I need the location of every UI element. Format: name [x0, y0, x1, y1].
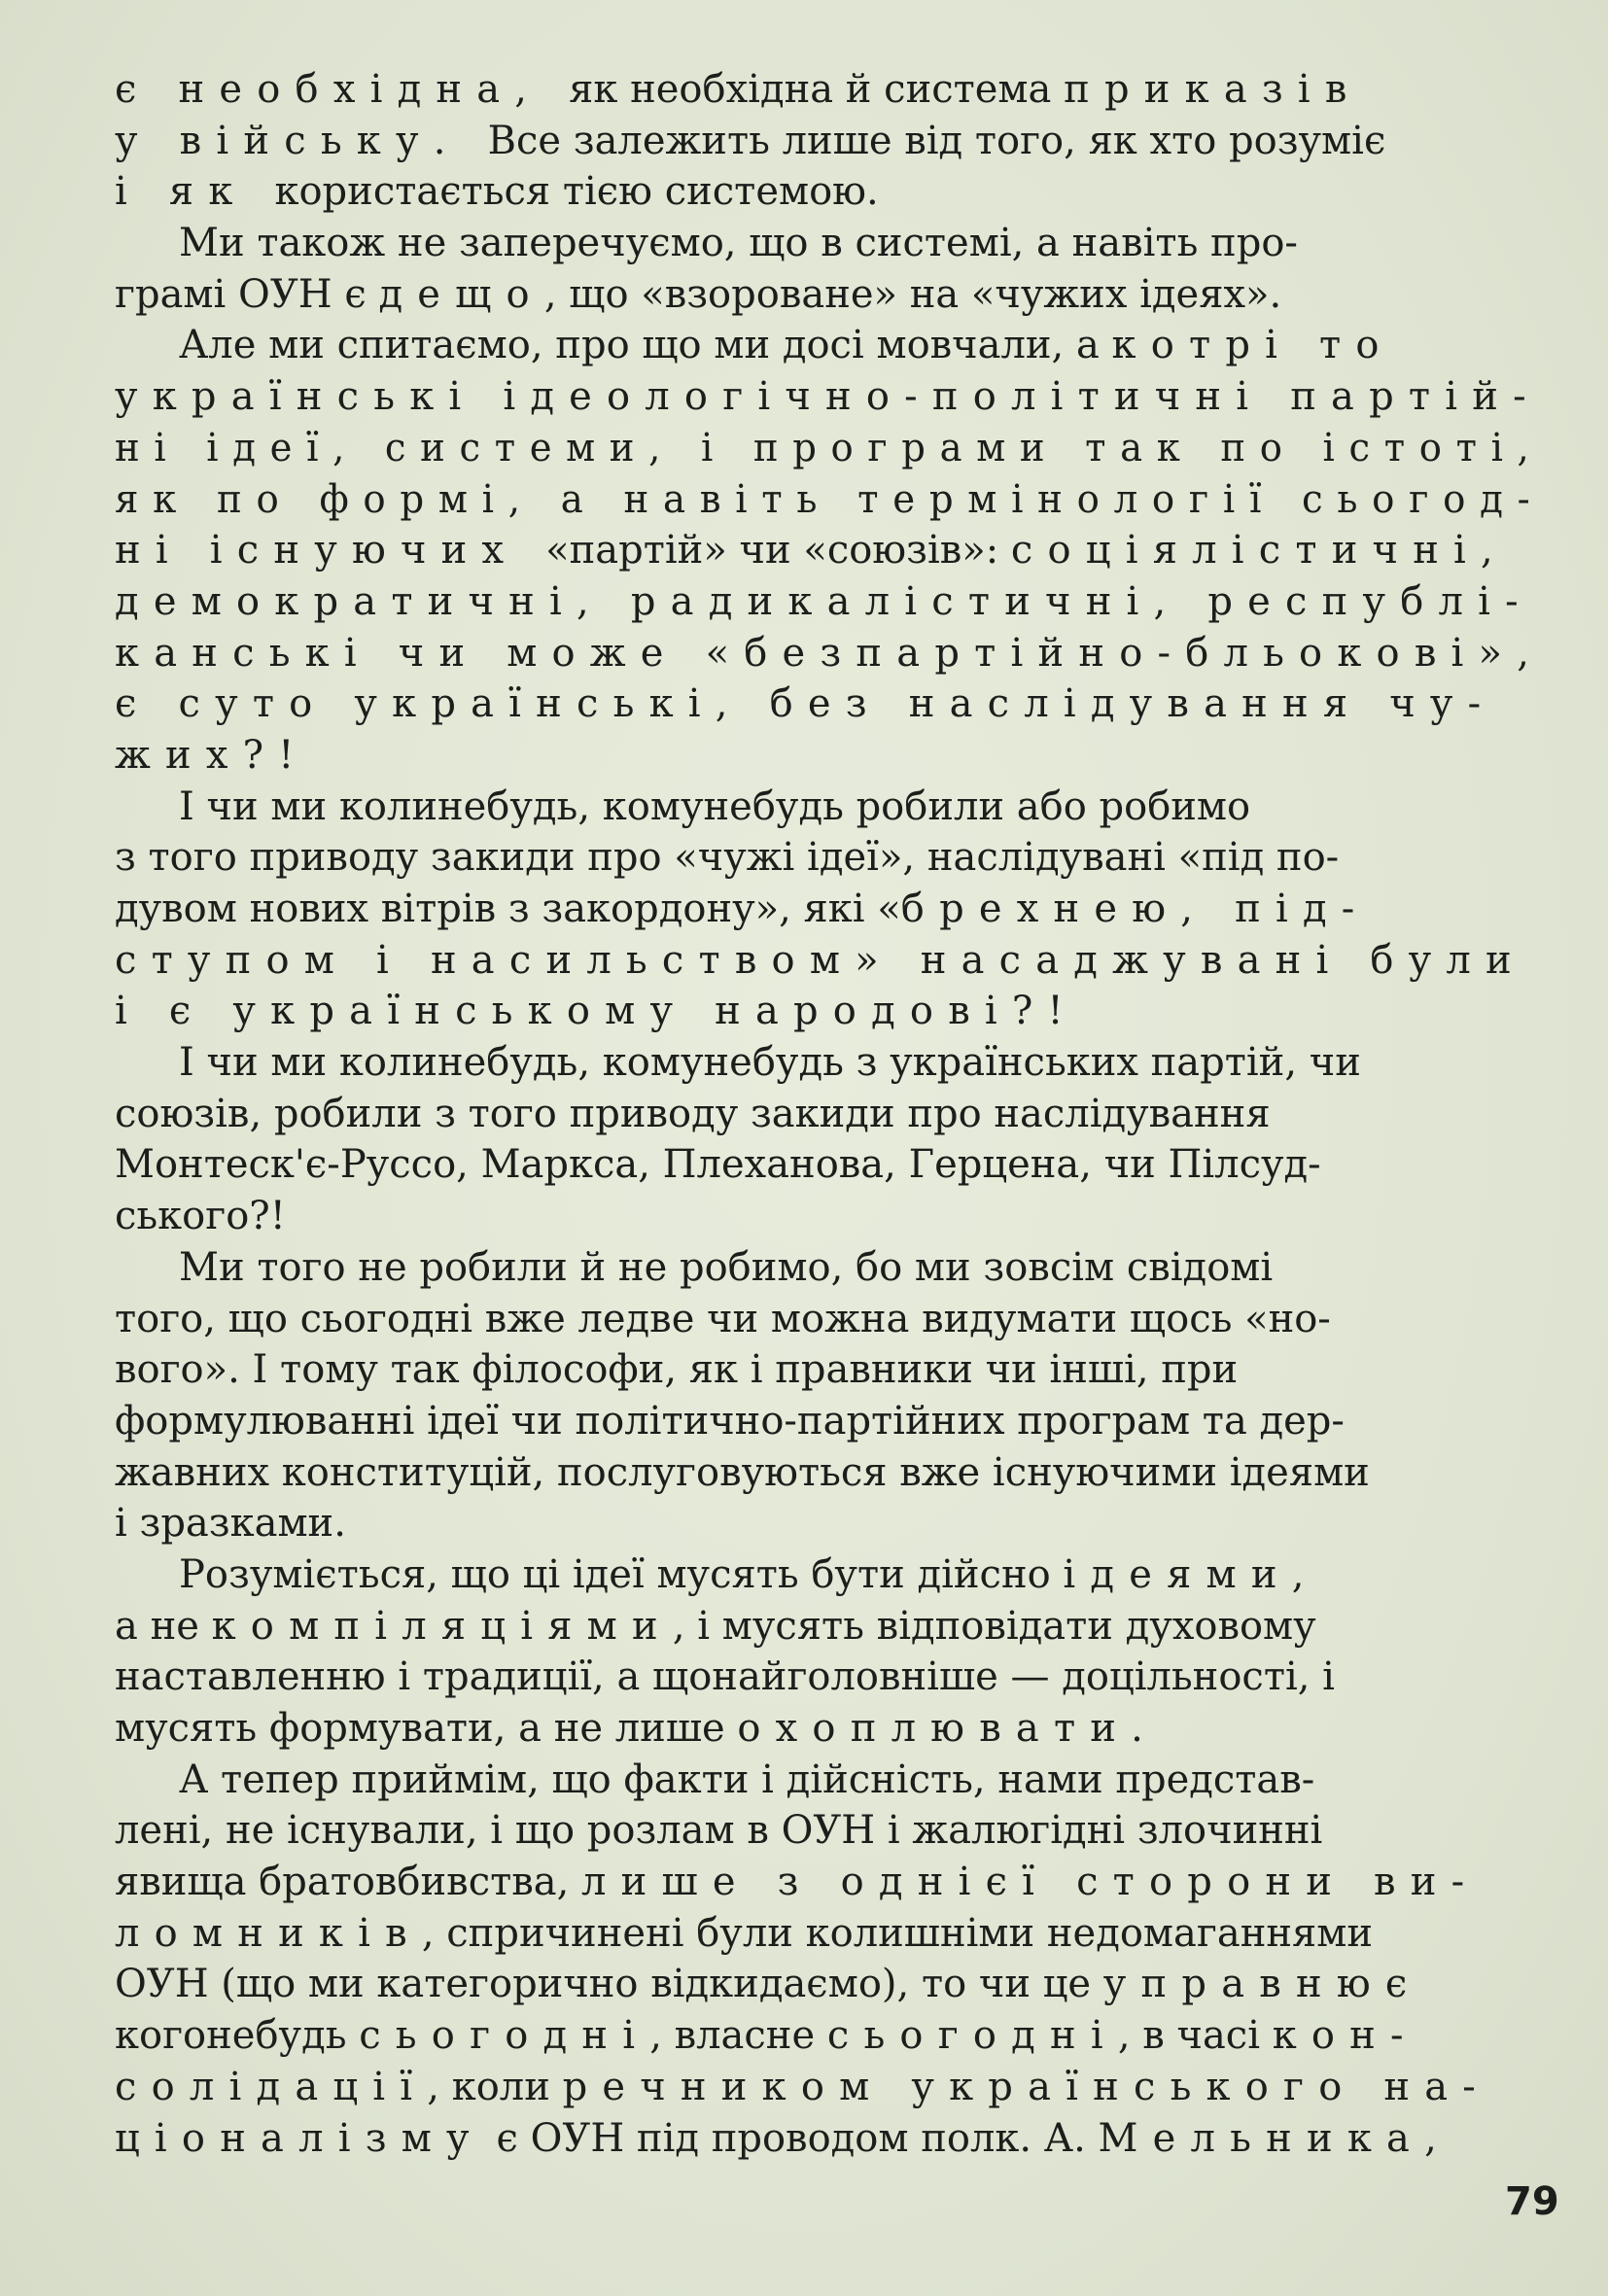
spaced-emphasis-text: Мельника,	[1098, 2115, 1451, 2161]
text-segment: І чи ми колинебудь, комунебудь з українських партій, чи	[179, 1040, 1361, 1086]
text-line	[115, 474, 1544, 526]
text-segment: мусять формувати, а не лише	[115, 1706, 738, 1751]
text-line	[115, 1652, 1544, 1703]
text-line	[115, 1447, 1544, 1499]
text-segment: А тепер приймім, що факти і дійсність, нами представ-	[179, 1757, 1315, 1802]
text-segment: , що «взороване» на «чужих ідеях».	[543, 271, 1282, 317]
text-segment: І чи ми колинебудь, комунебудь робили або робимо	[179, 783, 1251, 829]
text-line	[115, 730, 1544, 782]
spaced-emphasis-text: і є українському народові?!	[115, 989, 1078, 1034]
text-line	[115, 1498, 1544, 1549]
spaced-emphasis-text: сьогодні	[826, 2013, 1118, 2059]
spaced-emphasis-text: брехнею, під-	[900, 887, 1370, 931]
text-segment: Ми також не заперечуємо, що в системі, а навіть про-	[179, 221, 1298, 266]
text-line	[115, 1908, 1544, 1960]
text-line	[115, 269, 1544, 321]
body-text	[115, 64, 1544, 2164]
text-line	[115, 1139, 1544, 1191]
text-line	[115, 576, 1544, 628]
text-line	[115, 371, 1544, 423]
spaced-emphasis-text: ломників	[115, 1910, 422, 1956]
text-line	[115, 2010, 1544, 2062]
text-segment: явища братовбивства,	[115, 1860, 582, 1905]
text-segment: ського?!	[115, 1194, 286, 1239]
text-segment: Але ми спитаємо, про що ми досі мовчали, а	[179, 323, 1112, 368]
text-segment: , коли	[427, 2064, 563, 2109]
text-segment: дувом нових вітрів з закордону», які «	[115, 887, 901, 931]
text-line	[115, 320, 1544, 371]
text-line	[115, 935, 1544, 987]
text-segment: жавних конституцій, послуговуються вже існуючими ідеями	[115, 1449, 1370, 1495]
text-segment: Монтеск'є-Руссо, Маркса, Плеханова, Герцена, чи Пілсуд-	[115, 1142, 1321, 1188]
spaced-emphasis-text: соціялістичні,	[1010, 528, 1508, 574]
spaced-emphasis-text: котрі то	[1111, 323, 1394, 368]
text-line	[115, 1601, 1544, 1652]
text-segment: Все залежить лише від того, як хто розуміє	[487, 118, 1386, 163]
spaced-emphasis-text: демократичні, радикалістичні, республі-	[115, 578, 1533, 624]
text-segment: з того приводу закиди про «чужі ідеї», наслідувані «під по-	[115, 835, 1340, 881]
text-segment: «партій» чи «союзів»:	[545, 528, 1011, 574]
text-segment: того, що сьогодні вже ледве чи можна видумати щось «но-	[115, 1296, 1331, 1341]
spaced-emphasis-text: є суто українські, без наслідування чу-	[115, 681, 1496, 727]
spaced-emphasis-text: охоплювати.	[737, 1706, 1159, 1751]
text-segment: є ОУН під проводом полк. А.	[483, 2115, 1099, 2161]
spaced-emphasis-text: сьогодні	[359, 2013, 650, 2059]
spaced-emphasis-text: солідації	[115, 2064, 428, 2109]
spaced-emphasis-text: управнює	[1102, 1962, 1422, 2007]
text-line	[115, 1857, 1544, 1908]
spaced-emphasis-text: як по формі, а навіть термінології сьогод-	[115, 476, 1545, 522]
text-segment: наставленню і традиції, а щонайголовніше — доцільності, і	[115, 1654, 1335, 1700]
spaced-emphasis-text: приказів	[1064, 67, 1362, 112]
text-segment: , власне	[649, 2013, 827, 2059]
text-line	[115, 1294, 1544, 1345]
text-segment: грамі ОУН є	[115, 271, 379, 317]
text-segment: вого». І тому так філософи, як і правники чи інші, при	[115, 1347, 1239, 1393]
text-segment: , і мусять відповідати духовому	[672, 1603, 1316, 1649]
text-line	[115, 782, 1544, 833]
text-line	[115, 1703, 1544, 1755]
spaced-emphasis-text: лише з однієї сторони ви-	[581, 1860, 1480, 1905]
text-segment: , спричинені були колишніми недомаганнями	[421, 1910, 1374, 1956]
text-line	[115, 1037, 1544, 1089]
text-line	[115, 1396, 1544, 1447]
text-line	[115, 166, 1544, 218]
spaced-emphasis-text: ступом і насильством» насаджувані були	[115, 937, 1526, 983]
text-line	[115, 116, 1544, 167]
spaced-emphasis-text: компіляціями	[211, 1603, 673, 1649]
text-segment: і зразками.	[115, 1501, 346, 1547]
text-line	[115, 884, 1544, 935]
page-number: 79	[1505, 2179, 1559, 2224]
spaced-emphasis-text: і як	[115, 169, 275, 215]
spaced-emphasis-text: ні існуючих	[115, 528, 546, 574]
spaced-emphasis-text: є необхідна,	[115, 67, 570, 112]
text-line	[115, 64, 1544, 116]
spaced-emphasis-text: кон-	[1272, 2013, 1418, 2059]
text-line	[115, 986, 1544, 1037]
text-segment: союзів, робили з того приводу закиди про наслідування	[115, 1091, 1271, 1136]
spaced-emphasis-text: у війську.	[115, 118, 488, 163]
text-line	[115, 2113, 1544, 2165]
text-segment: користається тією системою.	[274, 169, 879, 215]
text-line	[115, 628, 1544, 679]
text-segment: когонебудь	[115, 2013, 360, 2059]
spaced-emphasis-text: українські ідеологічно-політичні партій-	[115, 374, 1541, 420]
text-line	[115, 1805, 1544, 1857]
text-line	[115, 1191, 1544, 1242]
text-segment: як необхідна й система	[569, 67, 1065, 112]
text-segment: а не	[115, 1603, 212, 1649]
text-line	[115, 218, 1544, 269]
text-line	[115, 678, 1544, 730]
text-segment: Розуміється, що ці ідеї мусять бути дійсно	[179, 1551, 1064, 1597]
spaced-emphasis-text: жих?!	[115, 732, 309, 778]
text-line	[115, 1242, 1544, 1294]
text-line	[115, 1755, 1544, 1806]
spaced-emphasis-text: ціоналізму	[115, 2115, 484, 2161]
text-segment: ОУН (що ми категорично відкидаємо), то чи це	[115, 1962, 1103, 2007]
spaced-emphasis-text: канські чи може «безпартійно-бльокові»,	[115, 630, 1545, 676]
text-line	[115, 525, 1544, 576]
text-line	[115, 1344, 1544, 1396]
text-line	[115, 1959, 1544, 2010]
text-line	[115, 1549, 1544, 1601]
text-segment: формулюванні ідеї чи політично-партійних програм та дер-	[115, 1398, 1345, 1444]
spaced-emphasis-text: речником українського на-	[562, 2064, 1491, 2109]
text-line	[115, 1089, 1544, 1140]
spaced-emphasis-text: дещо	[378, 271, 544, 317]
text-line	[115, 832, 1544, 884]
spaced-emphasis-text: ідеями,	[1063, 1551, 1319, 1597]
text-segment: Ми того не робили й не робимо, бо ми зовсім свідомі	[179, 1244, 1274, 1290]
text-segment: лені, не існували, і що розлам в ОУН і жалюгідні злочинні	[115, 1808, 1323, 1854]
text-line	[115, 2062, 1544, 2113]
text-segment: , в часі	[1117, 2013, 1273, 2059]
spaced-emphasis-text: ні ідеї, системи, і програми так по істоті,	[115, 425, 1544, 470]
text-line	[115, 423, 1544, 474]
